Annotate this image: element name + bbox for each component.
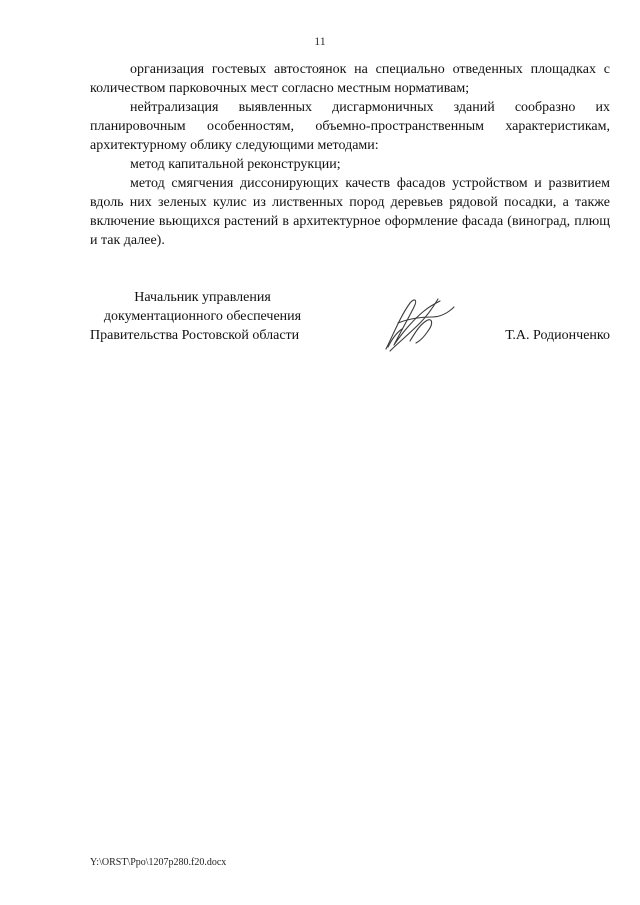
position-line: документационного обеспечения [103, 309, 302, 324]
paragraph: метод смягчения диссонирующих качеств фасадов устройством и развитием вдоль них зеленых кулис из лиственных пород деревьев рядовой посадки, а также включение вьющихся растений в архитектурное оформление фасада (виноград, плющ и так далее). [90, 176, 610, 248]
handwritten-signature [380, 293, 460, 355]
paragraph: организация гостевых автостоянок на специально отведенных площадках с количеством парковочных мест согласно местным нормативам; [90, 62, 610, 96]
position-line: Правительства Ростовской области [90, 328, 300, 343]
position-line: Начальник управления [134, 290, 271, 305]
paragraph: нейтрализация выявленных дисгармоничных зданий сообразно их планировочным особенностям, объемно-пространственным характеристикам, архитектурному облику следующими методами: [90, 100, 610, 153]
signature-block [90, 288, 610, 368]
signatory-name: Т.А. Родионченко [505, 328, 610, 343]
page-number: 11 [314, 34, 326, 48]
signatory-position [90, 288, 315, 345]
file-path-footer: Y:\ORST\Ppo\1207p280.f20.docx [90, 857, 227, 868]
paragraph: метод капитальной реконструкции; [130, 157, 341, 172]
document-body [90, 60, 610, 250]
